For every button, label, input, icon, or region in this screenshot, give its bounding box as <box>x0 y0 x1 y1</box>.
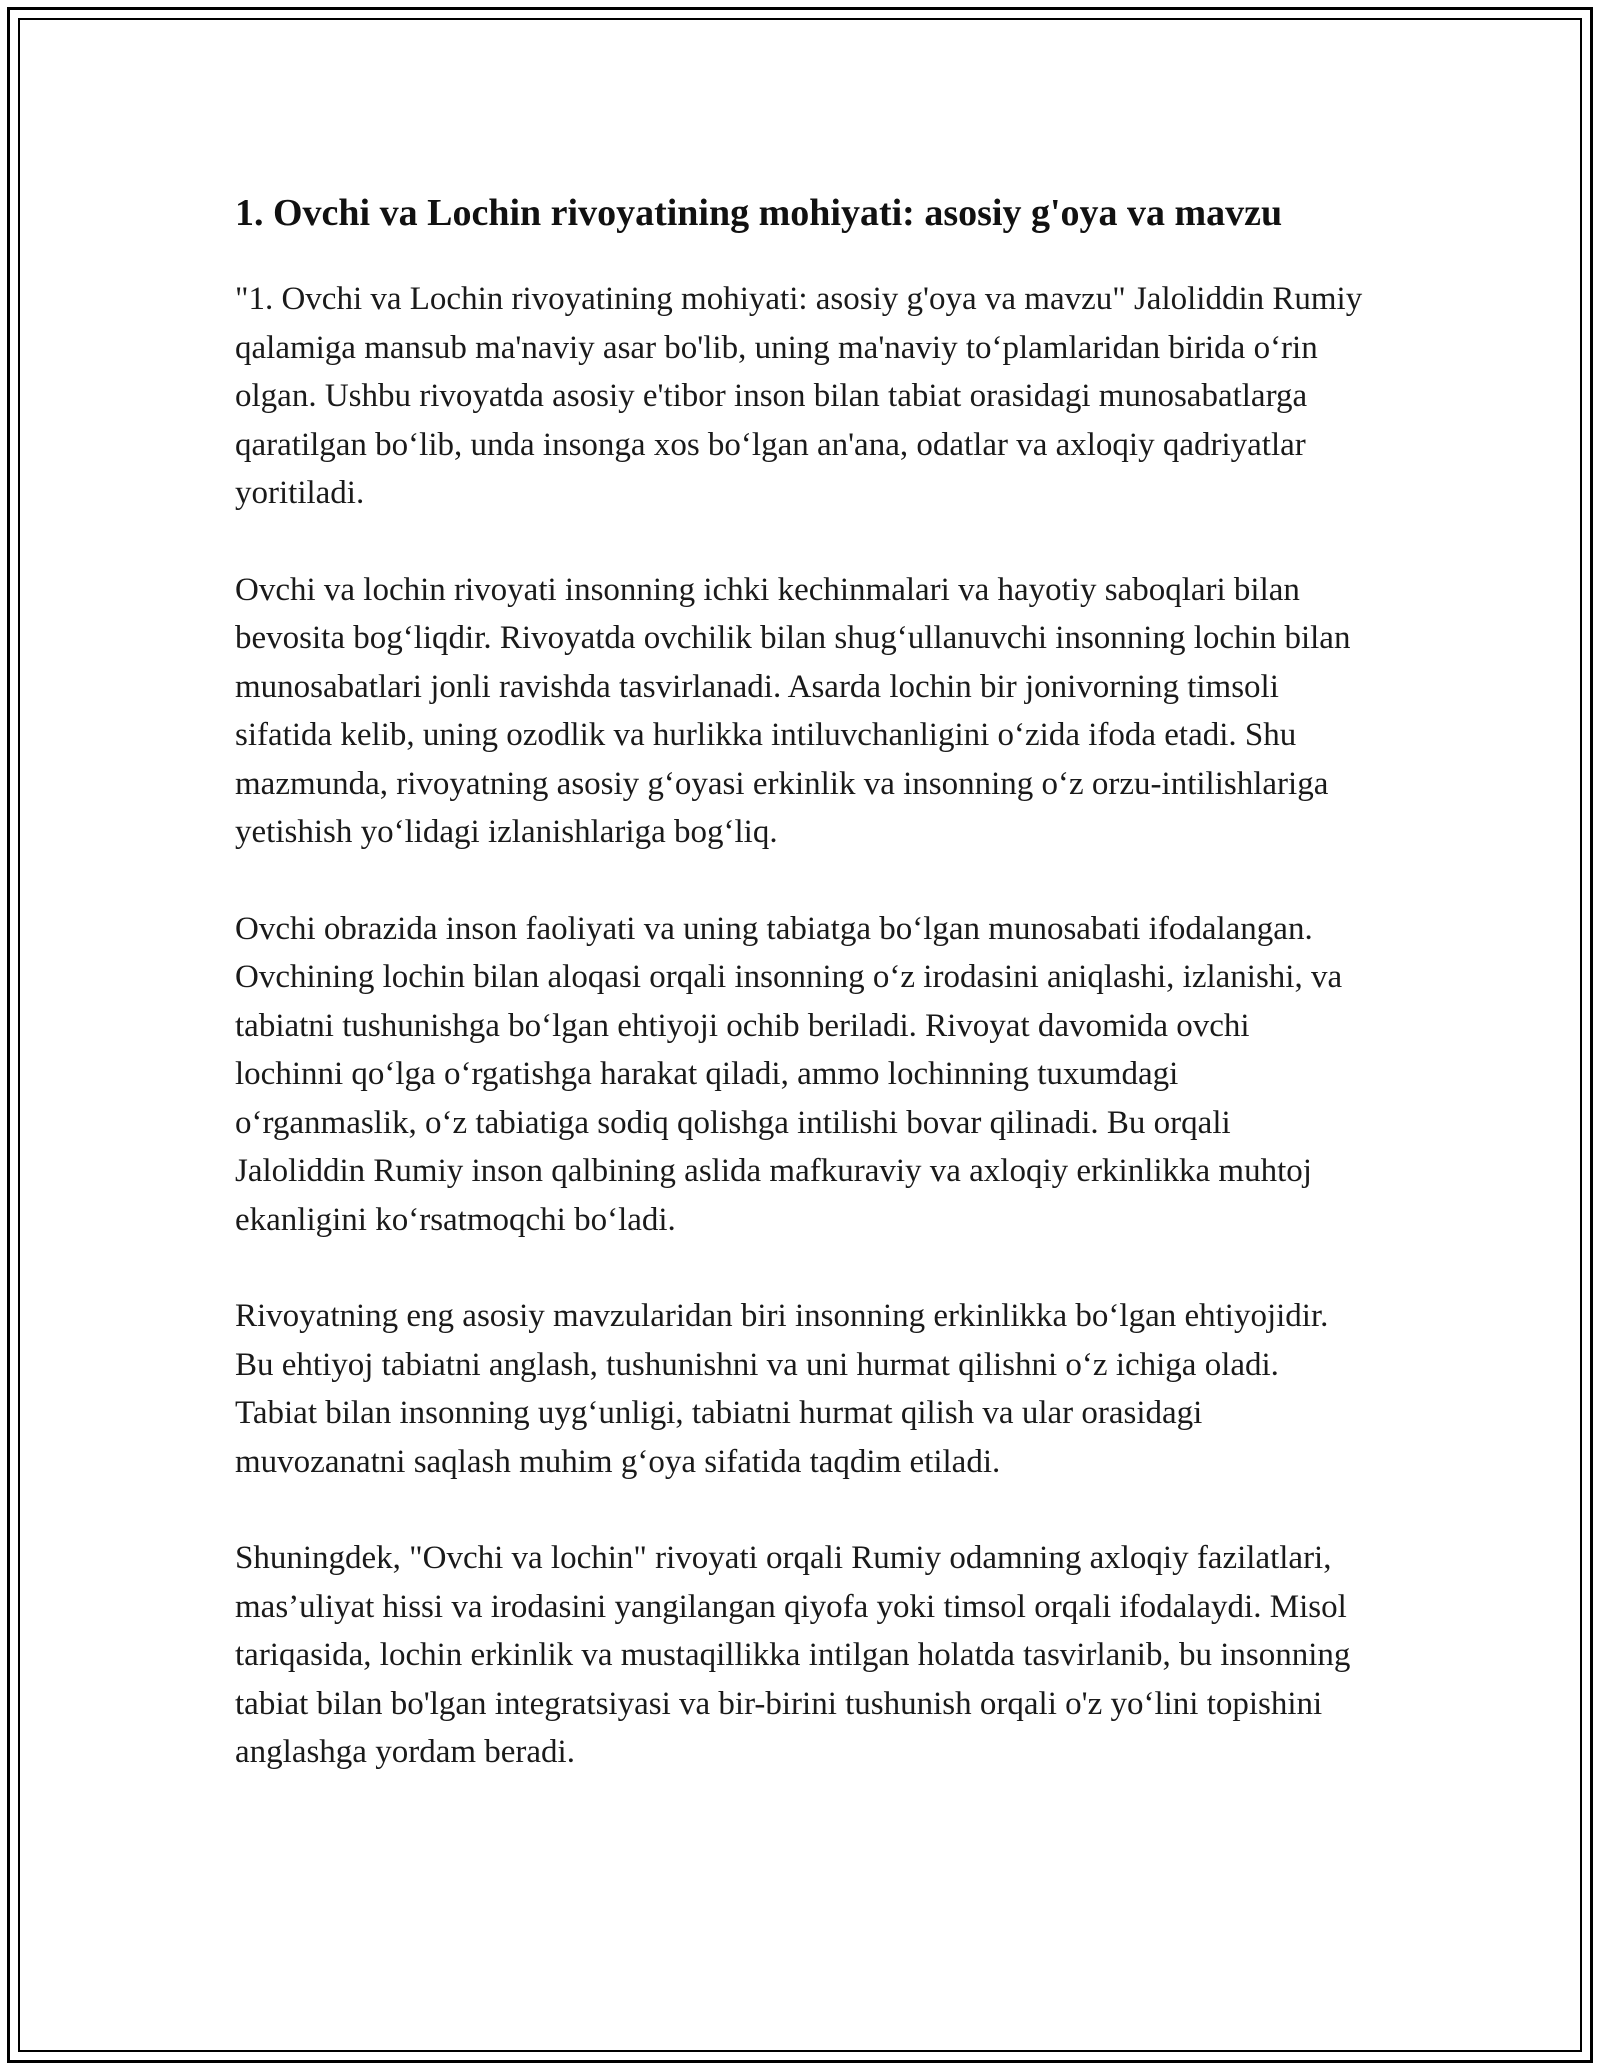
paragraph-4: Rivoyatning eng asosiy mavzularidan biri insonning erkinlikka bo‘lgan ehtiyojidir. Bu ehtiyoj tabiatni anglash, tushunishni va uni hurmat qilishni o‘z ichiga oladi. Tabiat bilan insonning uyg‘unligi, tabiatni hurmat qilish va ular orasidagi muvozanatni saqlash muhim g‘oya sifatida taqdim etiladi. <box>235 1298 1329 1480</box>
document-body <box>235 185 1365 1825</box>
section-heading: 1. Ovchi va Lochin rivoyatining mohiyati: asosiy g'oya va mavzu <box>235 192 1283 234</box>
paragraph-3: Ovchi obrazida inson faoliyati va uning tabiatga bo‘lgan munosabati ifodalangan. Ovchining lochin bilan aloqasi orqali insonning o‘z irodasini aniqlashi, izlanishi, va tabiatni tushunishga bo‘lgan ehtiyoji ochib beriladi. Rivoyat davomida ovchi lochinni qo‘lga o‘rgatishga harakat qiladi, ammo lochinning tuxumdagi o‘rganmaslik, o‘z tabiatiga sodiq qolishga intilishi bovar qilinadi. Bu orqali Jaloliddin Rumiy inson qalbining aslida mafkuraviy va axloqiy erkinlikka muhtoj ekanligini ko‘rsatmoqchi bo‘ladi. <box>235 910 1343 1238</box>
paragraph-5: Shuningdek, "Ovchi va lochin" rivoyati orqali Rumiy odamning axloqiy fazilatlari, mas’uliyat hissi va irodasini yangilangan qiyofa yoki timsol orqali ifodalaydi. Misol tariqasida, lochin erkinlik va mustaqillikka intilgan holatda tasvirlanib, bu insonning tabiat bilan bo'lgan integratsiyasi va bir-birini tushunish orqali o'z yo‘lini topishini anglashga yordam beradi. <box>235 1540 1351 1770</box>
paragraph-2: Ovchi va lochin rivoyati insonning ichki kechinmalari va hayotiy saboqlari bilan bevosita bog‘liqdir. Rivoyatda ovchilik bilan shug‘ullanuvchi insonning lochin bilan munosabatlari jonli ravishda tasvirlanadi. Asarda lochin bir jonivorning timsoli sifatida kelib, uning ozodlik va hurlikka intiluvchanligini o‘zida ifoda etadi. Shu mazmunda, rivoyatning asosiy g‘oyasi erkinlik va insonning o‘z orzu-intilishlariga yetishish yo‘lidagi izlanishlariga bog‘liq. <box>235 571 1351 850</box>
paragraph-1: "1. Ovchi va Lochin rivoyatining mohiyati: asosiy g'oya va mavzu" Jaloliddin Rumiy qalamiga mansub ma'naviy asar bo'lib, uning ma'naviy to‘plamlaridan birida o‘rin olgan. Ushbu rivoyatda asosiy e'tibor inson bilan tabiat orasidagi munosabatlarga qaratilgan bo‘lib, unda insonga xos bo‘lgan an'ana, odatlar va axloqiy qadriyatlar yoritiladi. <box>235 281 1363 511</box>
